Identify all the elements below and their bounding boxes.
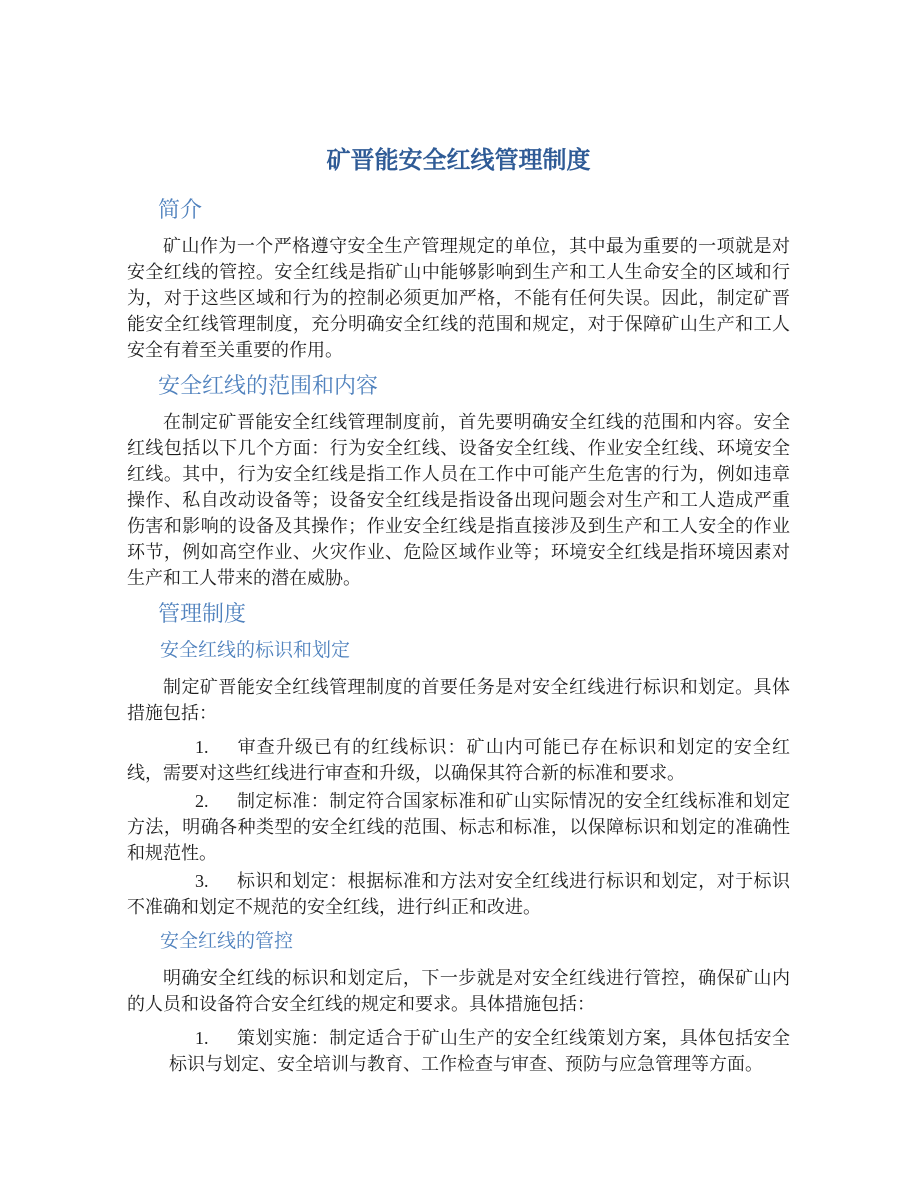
paragraph-scope: 在制定矿晋能安全红线管理制度前，首先要明确安全红线的范围和内容。安全红线包括以下几个方面：行为安全红线、设备安全红线、作业安全红线、环境安全红线。其中，行为安全红线是指工作人员在工作中可能产生危害的行为，例如违章操作、私自改动设备等；设备安全红线是指设备出现问题会对生产和工人造成严重伤害和影响的设备及其操作；作业安全红线是指直接涉及到生产和工人安全的作业环节，例如高空作业、火灾作业、危险区域作业等；环境安全红线是指环境因素对生产和工人带来的潜在威胁。 [127, 412, 790, 588]
paragraph-identification-lead: 制定矿晋能安全红线管理制度的首要任务是对安全红线进行标识和划定。具体措施包括： [127, 677, 790, 723]
paragraph-intro: 矿山作为一个严格遵守安全生产管理规定的单位，其中最为重要的一项就是对安全红线的管控。安全红线是指矿山中能够影响到生产和工人生命安全的区域和行为，对于这些区域和行为的控制必须更加严格，不能有任何失误。因此，制定矿晋能安全红线管理制度，充分明确安全红线的范围和规定，对于保障矿山生产和工人安全有着至关重要的作用。 [127, 236, 790, 360]
list-item [127, 1025, 790, 1077]
heading-intro: 简介 [158, 197, 203, 222]
document-title: 矿晋能安全红线管理制度 [326, 148, 591, 174]
list-item [127, 868, 790, 920]
list-item-text: 策划实施：制定适合于矿山生产的安全红线策划方案，具体包括安全标识与划定、安全培训与教育、工作检查与审查、预防与应急管理等方面。 [169, 1028, 790, 1074]
list-item-text: 审查升级已有的红线标识：矿山内可能已存在标识和划定的安全红线，需要对这些红线进行审查和升级，以确保其符合新的标准和要求。 [127, 737, 790, 783]
list-item-number: 1. [195, 737, 209, 757]
heading-identification: 安全红线的标识和划定 [160, 640, 351, 661]
identification-list [127, 734, 790, 920]
paragraph-control-lead: 明确安全红线的标识和划定后，下一步就是对安全红线进行管控，确保矿山内的人员和设备符合安全红线的规定和要求。具体措施包括： [127, 968, 790, 1014]
list-item-number: 2. [195, 791, 209, 811]
list-item-number: 3. [195, 871, 209, 891]
heading-control: 安全红线的管控 [160, 931, 294, 952]
control-list [127, 1025, 790, 1077]
heading-management: 管理制度 [158, 601, 247, 626]
list-item [127, 734, 790, 786]
list-item [127, 788, 790, 866]
list-item-text: 制定标准：制定符合国家标准和矿山实际情况的安全红线标准和划定方法，明确各种类型的安全红线的范围、标志和标准，以保障标识和划定的准确性和规范性。 [127, 791, 790, 863]
list-item-text: 标识和划定：根据标准和方法对安全红线进行标识和划定，对于标识不准确和划定不规范的安全红线，进行纠正和改进。 [127, 871, 790, 917]
heading-scope: 安全红线的范围和内容 [158, 373, 379, 398]
list-item-number: 1. [195, 1028, 209, 1048]
